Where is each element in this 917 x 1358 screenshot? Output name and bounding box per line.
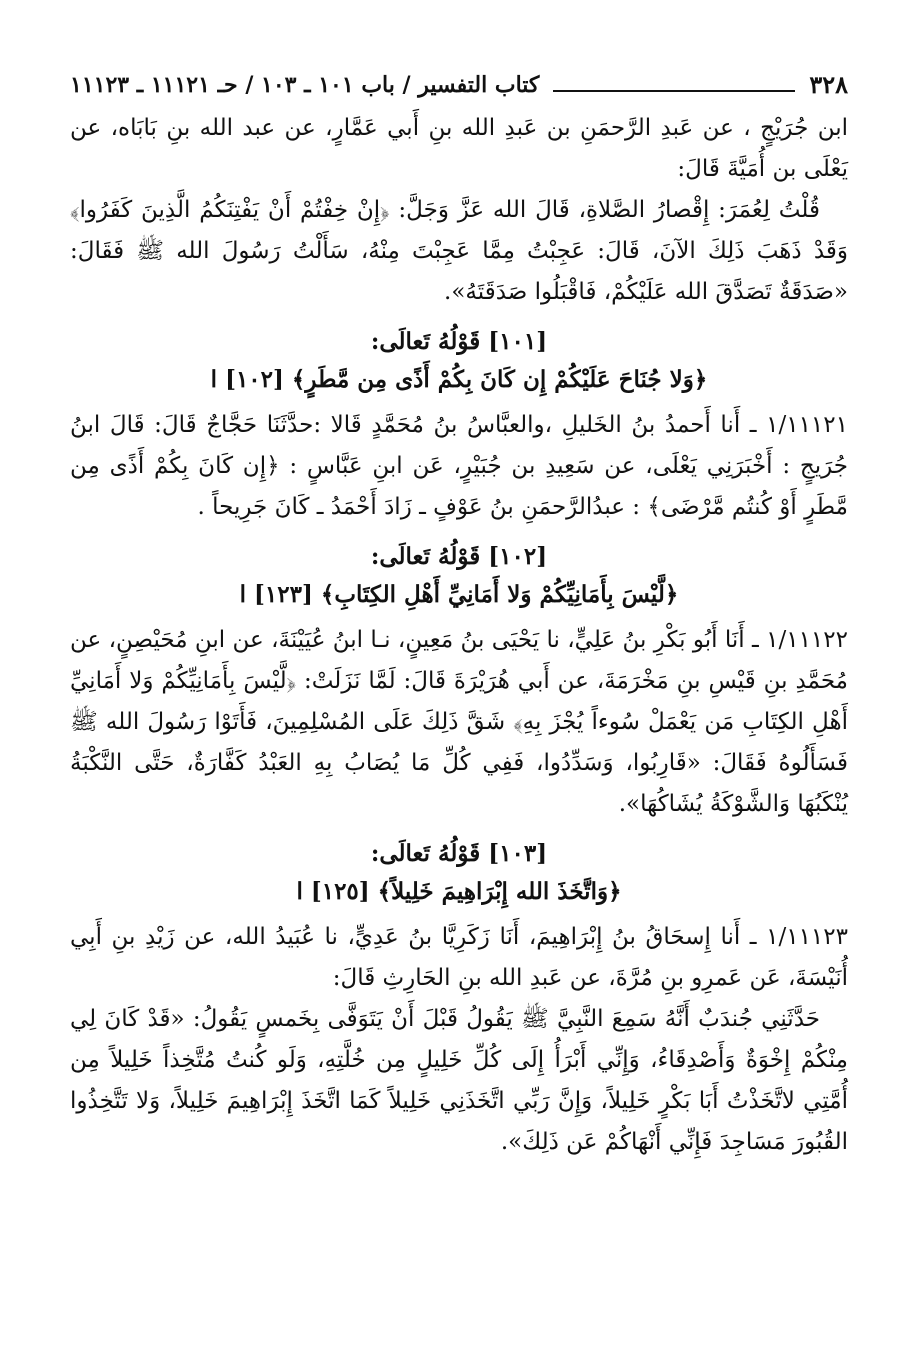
- section-title: [١٠٢] قَوْلُهُ تَعالَى:: [370, 543, 548, 570]
- page-body: [70, 108, 848, 1163]
- section-title: [١٠١] قَوْلُهُ تَعالَى:: [370, 328, 548, 355]
- body-paragraph: قُلْتُ لِعُمَرَ: إِقْصارُ الصَّلاةِ، قَالَ الله عَزَّ وَجَلَّ: ﴿إِنْ خِفْتُمْ أَنْ يَفْتِنَكُمُ الَّذِينَ كَفَرُوا﴾ وَقَدْ ذَهَبَ ذَلِكَ الآنَ، قَالَ: عَجِبْتُ مِمَّا عَجِبْتَ مِنْهُ، سَأَلْتُ رَسُولَ الله ﷺ فَقَالَ: «صَدَقَةٌ تَصَدَّقَ الله عَلَيْكُمْ، فَاقْبَلُوا صَدَقَتَهُ».: [70, 197, 848, 305]
- section-heading: [70, 835, 848, 911]
- body-paragraph: ١/١١١٢٣ ـ أَنا إِسحَاقُ بنُ إِبْرَاهِيمَ، أَنَا زَكَرِيَّا بنُ عَدِيٍّ، نا عُبَيدُ الله، عن زَيْدِ بنِ أَبِي أُنَيْسَةَ، عَن عَمرِو بنِ مُرَّةَ، عن عَبدِ الله بنِ الحَارِثِ قَالَ:: [70, 924, 848, 991]
- body-paragraph: ١/١١١٢٢ ـ أَنَا أَبُو بَكْرِ بنُ عَلِيٍّ، نا يَحْيَى بنُ مَعِينٍ، نـا ابنُ عُيَيْنَةَ، عن ابنِ مُحَيْصِنٍ، عن مُحَمَّدِ بنِ قَيْسِ بنِ مَخْرَمَةَ، عن أَبي هُرَيْرَةَ قَالَ: لَمَّا نَزَلَتْ: ﴿لَّيْسَ بِأَمَانِيِّكُمْ وَلا أَمَانِيِّ أَهْلِ الكِتَابِ مَن يَعْمَلْ سُوءاً يُجْزَ بِهِ﴾ شَقَّ ذَلِكَ عَلَى المُسْلِمِينَ، فَأَتَوْا رَسُولَ الله ﷺ فَسَأَلُوهُ فَقَالَ: «قَارِبُوا، وَسَدِّدُوا، فَفِي كُلِّ مَا يُصَابُ بِهِ العَبْدُ كَفَّارَةٌ، حَتَّى النَّكْبَةُ يُنْكَبُهَا وَالشَّوْكَةُ يُشَاكُهَا».: [70, 627, 848, 817]
- book-page: [70, 66, 848, 1163]
- verse-line: ﴿وَاتَّخَذَ الله إِبْرَاهِيمَ خَلِيلاً﴾ [١٢٥] ا: [296, 878, 622, 905]
- section-heading: [70, 538, 848, 614]
- verse-line: ﴿لَّيْسَ بِأَمَانِيِّكُمْ وَلا أَمَانِيِّ أَهْلِ الكِتَابِ﴾ [١٢٣] ا: [239, 581, 679, 608]
- running-title: كتاب التفسير / باب ١٠١ ـ ١٠٣ / حـ ١١١٢١ ـ ١١١٢٣: [70, 72, 540, 98]
- header-rule: [553, 90, 795, 92]
- body-paragraph: ابن جُرَيْجٍ ، عن عَبدِ الرَّحمَنِ بن عَبدِ الله بنِ أَبي عَمَّارٍ، عن عبد الله بنِ بَابَاه، عن يَعْلَى بن أُمَيَّةَ قَالَ:: [70, 115, 848, 182]
- section-title: [١٠٣] قَوْلُهُ تَعالَى:: [370, 840, 548, 867]
- page-number: ٣٢٨: [809, 70, 848, 99]
- verse-line: ﴿وَلا جُنَاحَ عَلَيْكُمْ إِن كَانَ بِكُمْ أَذًى مِن مَّطَرٍ﴾ [١٠٢] ا: [210, 366, 708, 393]
- body-paragraph: ١/١١١٢١ ـ أَنا أَحمدُ بنُ الخَليلِ ،والعبَّاسُ بنُ مُحَمَّدٍ قَالا :حدَّثَنَا حَجَّاجٌ قَالَ: قَالَ ابنُ جُرَيجٍ : أَخْبَرَنِي يَعْلَى، عن سَعِيدِ بن جُبَيْرٍ، عَن ابنِ عَبَّاسٍ : ﴿إِن كَانَ بِكُمْ أَذًى مِن مَّطَرٍ أَوْ كُنتُم مَّرْضَى﴾ : عبدُالرَّحمَنِ بنُ عَوْفٍ ـ زَادَ أَحْمَدُ ـ كَانَ جَرِيحاً .: [70, 412, 848, 520]
- body-paragraph: حَدَّثَنِي جُندَبٌ أَنَّهُ سَمِعَ النَّبِيَّ ﷺ يَقُولُ قَبْلَ أَنْ يَتَوَفَّى بِخَمسٍ يَقُولُ: «قَدْ كَانَ لِي مِنْكُمْ إِخْوَةٌ وَأَصْدِقَاءُ، وَإِنِّي أَبْرَأُ إِلَى كُلِّ خَلِيلٍ مِن خُلَّتِهِ، وَلَو كُنتُ مُتَّخِذاً خَلِيلاً مِن أُمَّتِي لاتَّخَذْتُ أَبَا بَكْرٍ خَلِيلاً، وَإِنَّ رَبِّي اتَّخَذَنِي خَلِيلاً كَمَا اتَّخَذَ إِبْرَاهِيمَ خَلِيلاً، وَلا تَتَّخِذُوا القُبُورَ مَسَاجِدَ فَإِنِّي أَنْهَاكُمْ عَن ذَلِكَ».: [70, 1006, 848, 1155]
- section-heading: [70, 323, 848, 399]
- page-header: [70, 66, 848, 100]
